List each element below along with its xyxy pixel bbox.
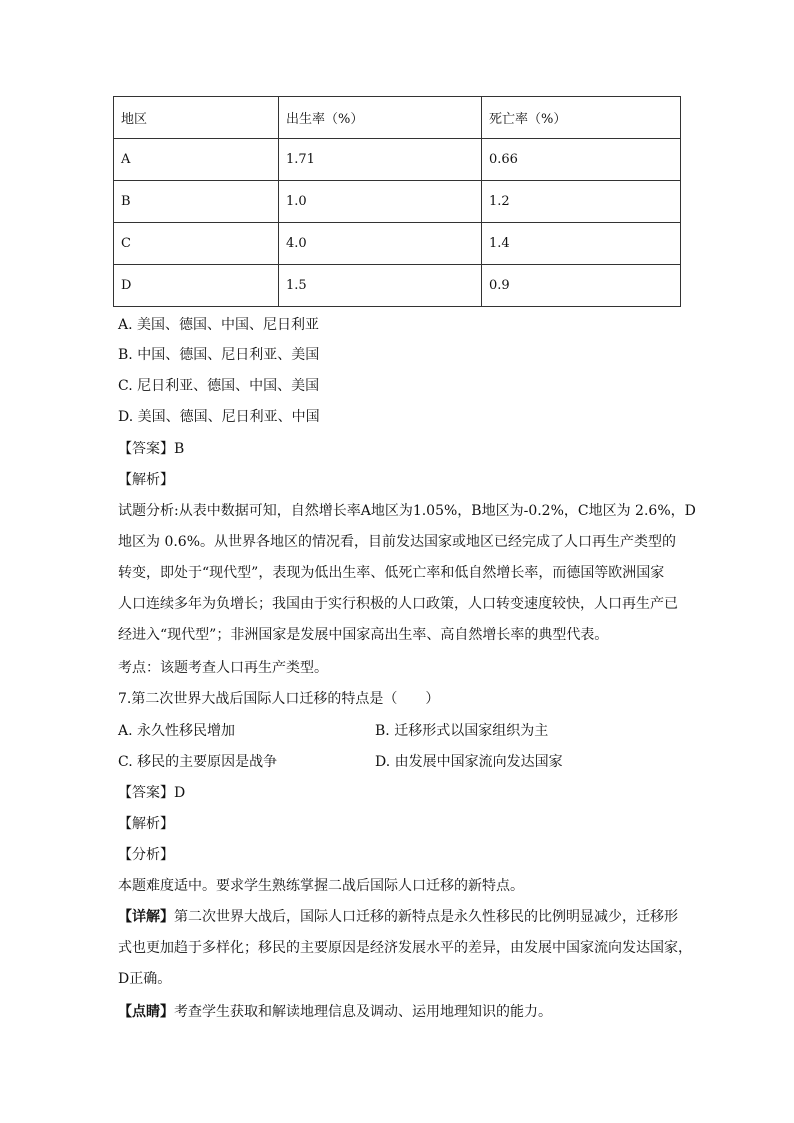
q7-fenxi-label: 【分析】	[118, 847, 174, 863]
table-cell: 1.71	[279, 139, 482, 181]
q6-option-a: A. 美国、德国、中国、尼日利亚	[118, 317, 320, 333]
q7-option-d: D. 由发展中国家流向发达国家	[375, 754, 563, 770]
table-row	[114, 223, 681, 265]
detail-line: 式也更加趋于多样化；移民的主要原因是经济发展水平的差异，由发展中国家流向发达国家，	[118, 940, 692, 956]
analysis-line: 转变，即处于“现代型”，表现为低出生率、低死亡率和低自然增长率，而德国等欧洲国家	[118, 565, 665, 581]
detail-line: D正确。	[118, 971, 172, 987]
q6-analysis-paragraph	[118, 496, 696, 651]
detail-line-text: 第二次世界大战后，国际人口迁移的新特点是永久性移民的比例明显减少，迁移形	[174, 909, 678, 925]
detail-line	[118, 902, 678, 933]
table-row	[114, 265, 681, 307]
q6-analysis-label: 【解析】	[118, 472, 174, 488]
table-row	[114, 139, 681, 181]
analysis-line: 地区为 0.6%。从世界各地区的情况看，目前发达国家或地区已经完成了人口再生产类型的	[118, 534, 677, 550]
q7-comment	[118, 1002, 552, 1022]
q7-option-c: C. 移民的主要原因是战争	[118, 754, 278, 770]
q6-option-b: B. 中国、德国、尼日利亚、美国	[118, 347, 320, 363]
q7-analysis-label: 【解析】	[118, 816, 174, 832]
table-cell: 0.66	[482, 139, 681, 181]
table-cell: 0.9	[482, 265, 681, 307]
table-cell: B	[114, 181, 279, 223]
q7-detail-label: 【详解】	[118, 909, 174, 925]
table-row	[114, 181, 681, 223]
q7-detail-paragraph	[118, 902, 692, 995]
q7-option-a: A. 永久性移民增加	[118, 723, 236, 739]
table-cell: D	[114, 265, 279, 307]
table-header-row	[114, 97, 681, 139]
q7-stem: 7.第二次世界大战后国际人口迁移的特点是（ ）	[118, 691, 440, 707]
q7-answer: 【答案】D	[118, 785, 186, 801]
birth-death-rate-table	[113, 96, 681, 307]
table-cell: 4.0	[279, 223, 482, 265]
table-cell: 1.4	[482, 223, 681, 265]
q7-comment-label: 【点睛】	[118, 1004, 174, 1020]
analysis-line: 经进入“现代型”；非洲国家是发展中国家高出生率、高自然增长率的典型代表。	[118, 627, 609, 643]
table-cell: 1.0	[279, 181, 482, 223]
table-header-cell: 出生率（%）	[279, 97, 482, 139]
q6-option-d: D. 美国、德国、尼日利亚、中国	[118, 409, 320, 425]
q6-answer: 【答案】B	[118, 441, 185, 457]
table-cell: A	[114, 139, 279, 181]
table-header-cell: 地区	[114, 97, 279, 139]
q7-option-b: B. 迁移形式以国家组织为主	[375, 723, 549, 739]
q7-comment-text: 考查学生获取和解读地理信息及调动、运用地理知识的能力。	[174, 1004, 552, 1020]
table-cell: C	[114, 223, 279, 265]
table-header-cell: 死亡率（%）	[482, 97, 681, 139]
table-cell: 1.5	[279, 265, 482, 307]
q7-fenxi-text: 本题难度适中。要求学生熟练掌握二战后国际人口迁移的新特点。	[118, 878, 524, 894]
q6-option-c: C. 尼日利亚、德国、中国、美国	[118, 378, 320, 394]
analysis-line: 人口连续多年为负增长；我国由于实行积极的人口政策，人口转变速度较快，人口再生产已	[118, 596, 678, 612]
analysis-line: 试题分析:从表中数据可知，自然增长率A地区为1.05%，B地区为-0.2%，C地区为 2.6%，D	[118, 503, 696, 519]
table-cell: 1.2	[482, 181, 681, 223]
q6-kaodian: 考点：该题考查人口再生产类型。	[118, 660, 328, 676]
